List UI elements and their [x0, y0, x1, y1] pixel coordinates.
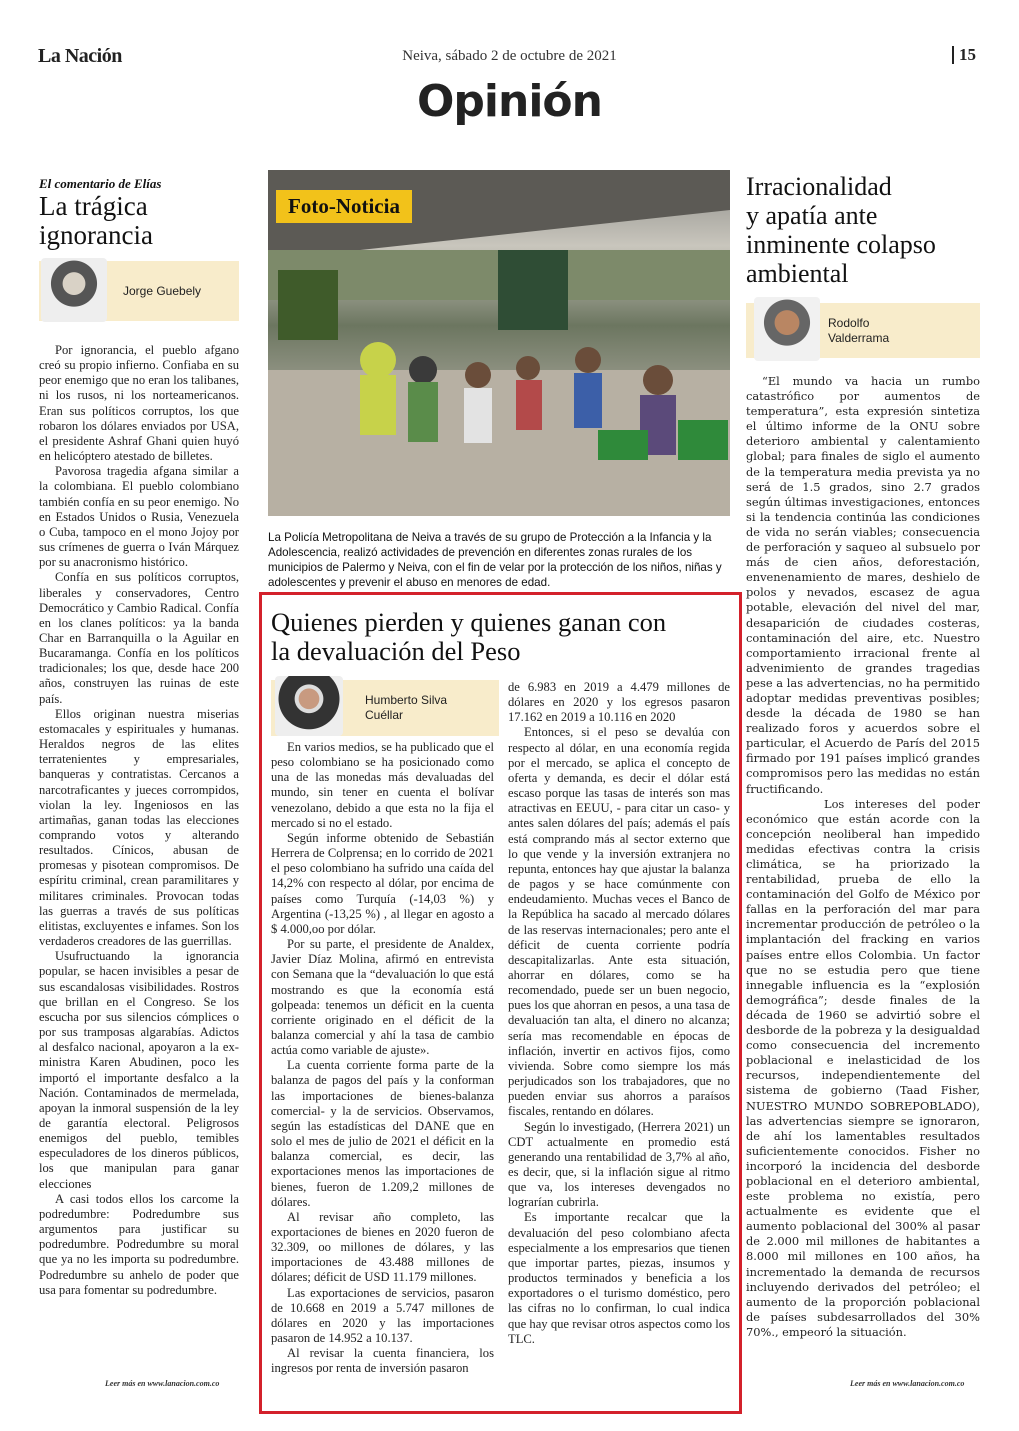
right-article-title: [746, 172, 986, 288]
author-line: Cuéllar: [365, 708, 404, 722]
paragraph: Por ignorancia, el pueblo afgano creó su propio infierno. Confiaba en su peor enemigo que no eran los talibanes, ni los rusos, ni los norteamericanos. Eran sus políticos corruptos, los que robaron los dólares enviados por USA, el presidente Ashraf Ghani quien huyó en helicóptero atestado de billetes.: [39, 343, 239, 464]
paragraph: Confía en sus políticos corruptos, liberales y conservadores, Centro Democrático y Cambio Radical. Confía en los clanes políticos: ya la banda Char en Barranquilla o la Aguilar en Bucaramanga. Confía en los políticos tradicionales; los que, desde hace 200 años, construyen las ruinas de este país.: [39, 570, 239, 706]
paragraph: Los intereses del poder económico que están acorde con la concepción neoliberal han impedido medidas efectivas contra la crisis climática, se ha priorizado la rentabilidad, prueba de ello la contaminación del Golfo de México por fallas en la perforación del mar para incrementar producción de petróleo o la implantación del fracking en varios países entre ellos Colombia. Un factor que no se estudia pero que tiene innegable influencia es la “explosión demográfica”; desde finales de la década de 1960 se advirtió sobre el desborde de la pobreza y la desigualdad como consecuencia del incremento poblacional e inelasticidad de los recursos, independientemente del sistema de gobierno (Taad Fisher, NUESTRO MUNDO SOBREPOBLADO), las advertencias siempre se ignoraron, de ahí los lamentables resultados suficientemente conocidos. Fisher no incorporó la incidencia del desborde poblacional en el deterioro ambiental, este problema no existía, pero actualmente es evidente que el aumento poblacional del 300% al pasar de 2.000 mil millones de habitantes a 8.000 mil millones en 100 años, ha incrementado la demanda de recursos incluyendo derivados del petróleo; el aumento de la proporción poblacional de países subdesarrollados del 30% 70%., empeoró la situación.: [746, 796, 980, 1339]
title-line: ambiental: [746, 259, 849, 288]
paragraph: Usufructuando la ignorancia popular, se hacen invisibles a pesar de sus escandalosas visibilidades. Rostros que brillan en el Congreso. Se los escucha por sus silencios cómplices o por sus tramposas algarabías. Adictos al desfalco nacional, apoyaron a la ex-ministra Karen Abudinen, poco les importó el importante desfalco a la Nación. Contaminados de mermelada, apoyan la inmoral suspensión de la ley de garantía electoral. Peligrosos enemigos del pueblo, temibles especuladores de los dineros públicos, los que manipulan para ganar elecciones: [39, 949, 239, 1191]
paragraph: Por su parte, el presidente de Analdex, Javier Díaz Molina, afirmó en entrevista con Semana que la “devaluación lo que está mostrando es que la economía está golpeada: tenemos un déficit en la cuenta corriente originado en el déficit de la balanza comercial y ahí la tasa de cambio actúa como variable de ajuste».: [271, 937, 494, 1058]
author-name: [365, 693, 447, 723]
title-line: inminente colapso: [746, 230, 936, 259]
photo-caption: La Policía Metropolitana de Neiva a través de su grupo de Protección a la Infancia y la Adolescencia, realizó actividades de prevención en diferentes zonas rurales de los municipios de Palermo y Neiva, con el fin de velar por la protección de los niños, niñas y adolescentes y prevenir el abuso en menores de edad.: [268, 531, 722, 589]
dateline: Neiva, sábado 2 de octubre de 2021: [402, 48, 617, 64]
author-line: Humberto Silva: [365, 693, 448, 707]
center-col1: [271, 740, 494, 1377]
title-line: la devaluación del Peso: [271, 636, 521, 666]
newspaper-logo: La Nación: [38, 45, 122, 67]
left-byline: [39, 261, 239, 321]
paragraph: Entonces, si el peso se devalúa con respecto al dólar, en una economía regida por el mercado, se aplica el concepto de oferta y demanda, es decir el dólar está escaso porque las tasas de interés son mas atractivas en EEUU, - para citar un caso- y antes salen dólares del país; además el país está comprando más al sector externo que lo que vende y la inversión extranjera no repunta, entonces hay que ajustar la balanza de pagos y se hace comúnmente con endeudamiento. Muchas veces el Banco de la República ha sacado al mercado dólares de las reservas internacionales; pero ante el déficit de cuenta corriente podría descapitalizarlas. Ante esta situación, ahorrar en dólares, como se ha recomendado, puede ser un buen negocio, pues los que ahorran en pesos, a una tasa de devaluación tan alta, el dinero no alcanza; sería mas recomendable en épocas de inflación, invertir en activos fijos, como vivienda. Sobre como siempre los más perjudicados son los trabajadores, que no pueden enviar sus ahorros a paraísos fiscales, rentando en dólares.: [508, 725, 730, 1119]
right-readmore: Leer más en www.lanacion.com.co: [850, 1379, 965, 1388]
paragraph: “El mundo va hacia un rumbo catastrófico por aumentos de temperatura”, esta expresión sintetiza el último informe de la ONU sobre deterioro ambiental y calentamiento global; para finales de siglo el aumento de la temperatura media prevista ya no será de 1.5 grados, sino 2.7 grados según últimas investigaciones, entonces si la tendencia continúa las condiciones de vida no serán viables; consecuencia de perforación y saqueo al subsuelo por más de cien años, deforestación, envenenamiento de mares, deshielo de polos y nevados, escasez de agua potable, elevación del nivel del mar, desaparición de ciudades costeras, contaminación del aire, etc. Nuestro comportamiento irracional frente al advenimiento de grandes tragedias pese a las advertencias, no ha permitido adoptar medidas preventivas posibles; desde la década de 1980 se han realizado foros y acuerdos sobre el particular, el Acuerdo de París del 2015 firmado por 191 países implicó grandes compromisos pero las medidas no están fructificando.: [746, 374, 980, 796]
center-article-title: [271, 608, 733, 666]
left-article-title: [39, 192, 249, 250]
photo-news-tag: Foto-Noticia: [276, 190, 412, 223]
paragraph: Ellos originan nuestra miserias estomacales y espirituales y humanas. Heraldos negros de las elites terratenientes y empresariales, banqueras y contratistas. Cercanos a narcotraficantes y jueces corrompidos, violan la ley. Ingeniosos en las artimañas, ganan todas las elecciones comprando votos y alterando resultados. Cínicos, abusan de promesas y pisotean compromisos. De espíritu criminal, crean paramilitares y militares criminales. Provocan todas las guerras a través de sus políticas elitistas, excluyentes e infames. Son los verdaderos creadores de las guerrillas.: [39, 706, 239, 949]
author-line: Rodolfo: [828, 315, 870, 330]
paragraph: La cuenta corriente forma parte de la balanza de pagos del país y la conforman las importaciones de bienes-balanza comercial- y la de servicios. Observamos, según las estadísticas del DANE que en solo el mes de julio de 2021 el déficit en la balanza comercial, es decir, las exportaciones menos las importaciones de bienes, fueron de 1.209,2 millones de dólares.: [271, 1058, 494, 1209]
paragraph: Pavorosa tragedia afgana similar a la colombiana. El pueblo colombiano también confía en su peor enemigo. No en Estados Unidos o Rusia, Venezuela o Cuba, tampoco en el mono Jojoy por sus crímenes de guerra o Iván Márquez por su anacronismo histórico.: [39, 464, 239, 570]
title-line: ignorancia: [39, 220, 153, 250]
column-kicker: El comentario de Elías: [39, 176, 162, 191]
paragraph: En varios medios, se ha publicado que el peso colombiano se ha posicionado como una de las monedas más devaluadas del mundo, sin tener en cuenta el bolívar venezolano, debido a que esta no la fija el mercado si no el estado.: [271, 740, 494, 830]
paragraph: A casi todos ellos los carcome la podredumbre: Podredumbre sus argumentos para justificar su podredumbre. Podredumbre su moral que ya no les importa su podredumbre. Podredumbre su anhelo de poder que usa para fomentar su podredumbre.: [39, 1191, 239, 1297]
paragraph: Al revisar la cuenta financiera, los ingresos por renta de inversión pasaron: [271, 1346, 494, 1376]
center-col2: [508, 680, 730, 1347]
paragraph: de 6.983 en 2019 a 4.479 millones de dólares en 2020 y los egresos pasaron 17.162 en 2019 a 10.116 en 2020: [508, 680, 730, 725]
paragraph: Según informe obtenido de Sebastián Herrera de Colprensa; en lo corrido de 2021 el peso colombiano ha sufrido una caída del 14,2% con respecto al dólar, por encima de países como Turquía (-14,03 %) y Argentina (-13,25 %) , al llegar en agosto a $ 4.000,oo por dólar.: [271, 830, 494, 936]
right-byline: [746, 303, 980, 358]
avatar: [754, 297, 820, 361]
title-line: La trágica: [39, 191, 148, 221]
paragraph: Al revisar año completo, las exportaciones de bienes en 2020 fueron de 32.309, oo millones de dólares, y las importaciones de 43.488 millones de dólares; déficit de USD 11.179 millones.: [271, 1209, 494, 1285]
paragraph: Según lo investigado, (Herrera 2021) un CDT actualmente en promedio está generando una rentabilidad de 3,7% al año, es decir, que, si la inflación sigue al ritmo que va, los intereses devengados no lograrían cubrirla.: [508, 1119, 730, 1210]
right-article-body: [746, 374, 980, 1340]
title-line: Quienes pierden y quienes ganan con: [271, 607, 667, 637]
avatar: [275, 676, 343, 736]
avatar: [41, 258, 107, 322]
left-article-body: [39, 343, 239, 1298]
section-title: Opinión: [417, 76, 602, 127]
title-line: Irracionalidad: [746, 172, 892, 201]
title-line: y apatía ante: [746, 201, 878, 230]
center-byline: [271, 680, 499, 736]
author-name: [828, 316, 889, 346]
author-name: Jorge Guebely: [123, 283, 202, 298]
page-number: 15: [952, 46, 976, 64]
paragraph: Es importante recalcar que la devaluación del peso colombiano afecta especialmente a los empresarios que tienen que importar partes, piezas, insumos y productos terminados y beneficia a los exportadores o el turismo doméstico, pero las cifras no lo confirman, lo cual indica que hay que revisar otros aspectos como los TLC.: [508, 1210, 730, 1346]
author-line: Valderrama: [828, 330, 890, 345]
left-readmore: Leer más en www.lanacion.com.co: [105, 1379, 220, 1388]
paragraph: Las exportaciones de servicios, pasaron de 10.668 en 2019 a 5.747 millones de dólares en 2020 y las importaciones pasaron de 14.952 a 10.137.: [271, 1285, 494, 1346]
